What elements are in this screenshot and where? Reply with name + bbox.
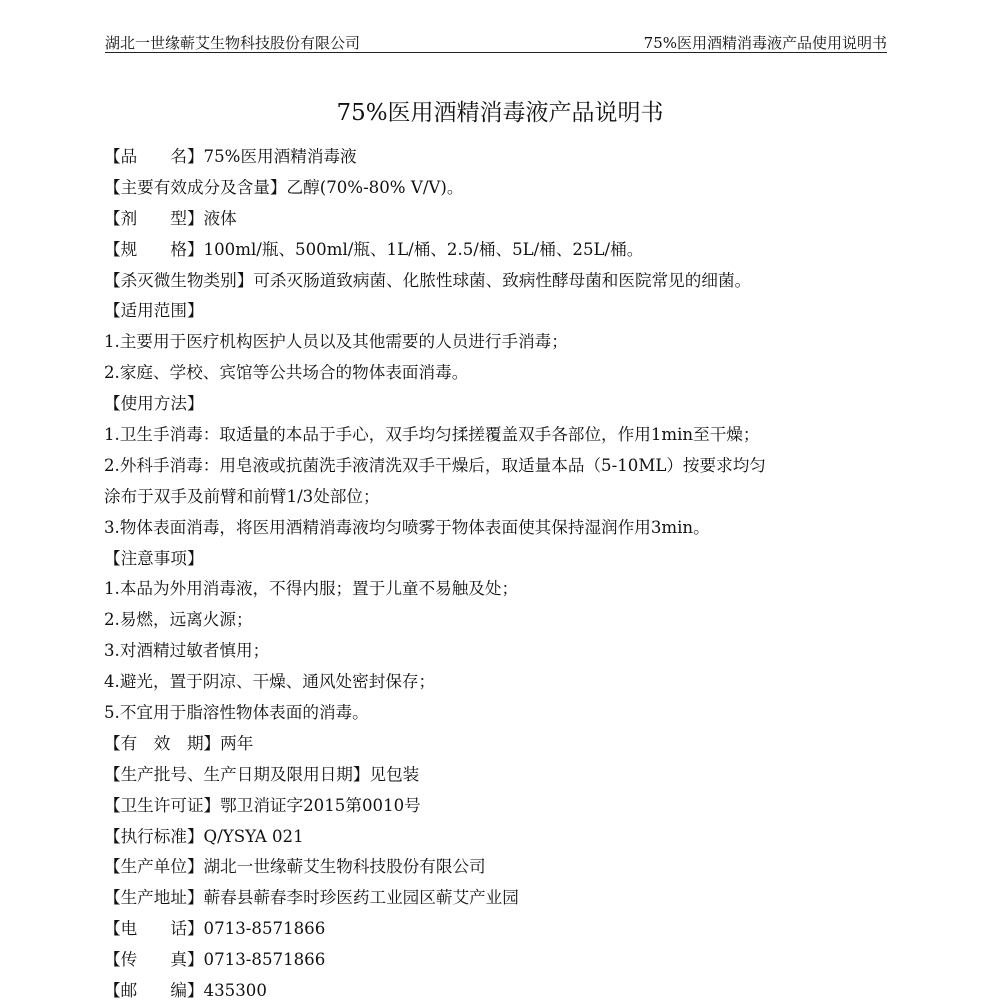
line-address: 【生产地址】蕲春县蕲春李时珍医药工业园区蕲艾产业园	[104, 888, 519, 908]
precaution-item-2: 2.易燃，远离火源；	[104, 610, 253, 630]
document-title: 75%医用酒精消毒液产品说明书	[336, 100, 664, 126]
precaution-item-1: 1.本品为外用消毒液，不得内服；置于儿童不易触及处；	[104, 579, 519, 599]
line-active-ingredient: 【主要有效成分及含量】乙醇(70%-80% V/V)。	[104, 177, 464, 197]
line-fax: 【传 真】0713-8571866	[104, 950, 326, 970]
line-phone: 【电 话】0713-8571866	[104, 919, 326, 939]
usage-item-2-cont: 涂布于双手及前臂和前臂1/3处部位；	[104, 486, 380, 506]
line-manufacturer: 【生产单位】湖北一世缘蕲艾生物科技股份有限公司	[104, 857, 486, 877]
page-header	[105, 30, 887, 52]
section-scope: 【适用范围】	[104, 301, 204, 321]
document-body	[104, 142, 904, 1007]
header-company: 湖北一世缘蕲艾生物科技股份有限公司	[105, 34, 361, 52]
section-usage: 【使用方法】	[104, 394, 204, 414]
line-validity: 【有 效 期】两年	[104, 733, 254, 753]
header-rule	[105, 52, 887, 53]
scope-item-2: 2.家庭、学校、宾馆等公共场合的物体表面消毒。	[104, 363, 469, 383]
scope-item-1: 1.主要用于医疗机构医护人员以及其他需要的人员进行手消毒；	[104, 332, 568, 352]
line-product-name: 【品 名】75%医用酒精消毒液	[104, 147, 357, 166]
line-batch-info: 【生产批号、生产日期及限用日期】见包装	[104, 764, 420, 784]
precaution-item-4: 4.避光，置于阴凉、干燥、通风处密封保存；	[104, 672, 436, 692]
usage-item-3: 3.物体表面消毒，将医用酒精消毒液均匀喷雾于物体表面使其保持湿润作用3min。	[104, 517, 710, 537]
usage-item-1: 1.卫生手消毒：取适量的本品于手心，双手均匀揉搓覆盖双手各部位，作用1min至干燥；	[104, 425, 760, 445]
line-dosage-form: 【剂 型】液体	[104, 208, 237, 228]
line-postcode: 【邮 编】435300	[104, 981, 267, 1001]
line-specification: 【规 格】100ml/瓶、500ml/瓶、1L/桶、2.5/桶、5L/桶、25L/桶。	[104, 239, 644, 259]
line-standard: 【执行标准】Q/YSYA 021	[104, 826, 304, 846]
precaution-item-5: 5.不宜用于脂溶性物体表面的消毒。	[104, 703, 369, 723]
line-microbe-kill: 【杀灭微生物类别】可杀灭肠道致病菌、化脓性球菌、致病性酵母菌和医院常见的细菌。	[104, 270, 752, 290]
section-precautions: 【注意事项】	[104, 548, 204, 568]
header-doc-name: 75%医用酒精消毒液产品使用说明书	[643, 34, 887, 52]
precaution-item-3: 3.对酒精过敏者慎用；	[104, 641, 270, 661]
line-hygiene-license: 【卫生许可证】鄂卫消证字2015第0010号	[104, 795, 421, 815]
usage-item-2: 2.外科手消毒：用皂液或抗菌洗手液清洗双手干燥后，取适量本品（5-10ML）按要求均匀	[104, 455, 766, 475]
